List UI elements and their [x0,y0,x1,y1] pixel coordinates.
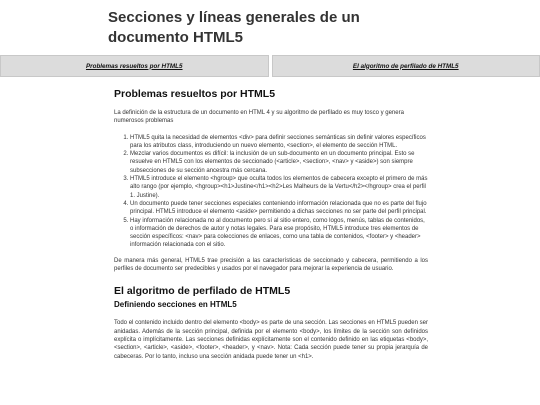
section-paragraph: Todo el contenido incluido dentro del elemento <body> es parte de una sección. Las secciones en HTML5 pueden ser anidadas. Además de la sección principal, definida por el elemento <body>, los límites de la sección son definidos explícita o implícitamente. Las secciones definidas explícitamente son el contenido definido en las etiquetas <body>, <section>, <article>, <aside>, <footer>, <header>, y <nav>. Nota: Cada sección puede tener su propia jerarquía de cabeceras. Por lo tanto, incluso una sección anidada puede tener un <h1>. [114,320,428,360]
nav-tab-problemas[interactable]: Problemas resueltos por HTML5 [0,55,269,77]
section-conclusion: De manera más general, HTML5 trae precisión a las características de seccionado y cabecera, permitiendo a los perfiles de documento ser predecibles y usados por el navegador para mejorar la experiencia de usuario. [114,257,428,273]
section-title-problemas: Problemas resueltos por HTML5 [114,88,276,100]
list-item: 1. HTML5 quita la necesidad de elementos <div> para definir secciones semánticas sin definir valores específicos para los atributos class, introduciendo un nuevo elemento, <section>, el elemento de sección HTML. [130,134,428,151]
section-intro: La definición de la estructura de un documento en HTML 4 y su algoritmo de perfilado es muy tosco y genera numerosos problemas [114,110,404,125]
nav-bar [0,55,540,77]
section-title-algoritmo: El algoritmo de perfilado de HTML5 [114,285,291,298]
nav-tab-algoritmo[interactable]: El algoritmo de perfilado de HTML5 [272,55,540,77]
problems-list [114,134,428,250]
list-item: 4. Un documento puede tener secciones especiales conteniendo información relacionada que no es parte del flujo principal. HTML5 introduce el elemento <aside> permitiendo a dichas secciones no ser parte del perfil principal. [130,200,428,217]
list-item: 5. Hay información relacionada no al documento pero sí al sitio entero, como logos, menús, tablas de contenidos, o información de derechos de autor y notas legales. Para ese propósito, HTML5 introduce tres elementos de sección específicos: <nav> para colecciones de enlaces, como una tabla de contenidos, <footer> y <header> información relacionada con el sitio. [130,217,428,250]
main-content [114,84,428,361]
section-subtitle: Definiendo secciones en HTML5 [114,300,237,310]
list-item: 3. HTML5 introduce el elemento <hgroup> que oculta todos los elementos de cabecera excepto el primero de más alto rango (por ejemplo, <hgroup><h1>Justine</h1><h2>Les Malheurs de la Vertu</h2></hgroup> crea el perfil 1. Justine). [130,175,428,200]
list-item: 2. Mezclar varios documentos es difícil: la inclusión de un sub-documento en un documento principal. Esto se resuelve en HTML5 con los elementos de seccionado (<article>, <section>, <nav> y <aside>) son siempre subsecciones de su sección ancestra más cercana. [130,150,428,175]
page-title: Secciones y líneas generales de un documento HTML5 [108,9,360,46]
